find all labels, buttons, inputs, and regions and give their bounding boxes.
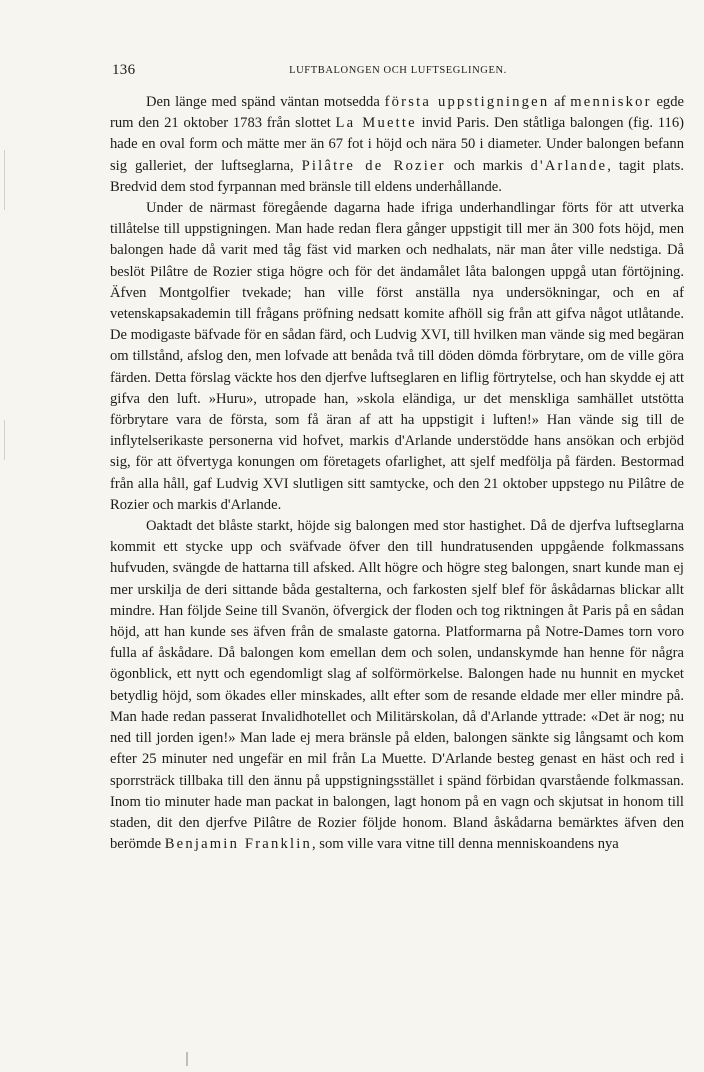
- text-run: , tagit plats. Bredvid dem stod fyrpannan med bränsle till eldens underhållande.: [110, 157, 684, 195]
- paragraph: [110, 198, 684, 516]
- emphasized-name: La Muette: [335, 115, 417, 132]
- text-run: Oaktadt det blåste starkt, höjde sig balongen med stor hastighet. Då de djerfva luftseglarna kommit ett stycke upp och sväfvade öfver den till hundratusenden uppgående folkmassans hufvuden, svängde de hattarna till afsked. Allt högre och högre steg balongen, snart kunde man ej mer urskilja de deri sittande båda gestalterna, och farkosten sjelf blef för åskådarnas blickar allt mindre. Han följde Seine till Svanön, öfvergick der floden och tog riktningen åt Paris på en sådan höjd, att han kunde ses äfven från de smalaste gatorna. Platformarna på Notre-Dames torn voro fulla af åskådare. Då balongen kom emellan dem och solen, undanskymde han henne för några ögonblick, ett nytt och egendomligt slag af solförmörkelse. Balongen hade nu hunnit en mycket betydlig höjd, som ökades eller minskades, allt efter som de resande eldade mer eller mindre på. Man hade redan passerat Invalidhotellet och Militärskolan, då d'Arlande yttrade: «Det är nog; nu ned till jorden igen!» Man lade ej mera bränsle på elden, balongen sänkte sig långsamt och kom efter 25 minuter ned ungefär en mil från La Muette. D'Arlande besteg genast en häst och red i sporrsträck tillbaka till den ännu på uppstigningsstället i spänd förbidan qvarstående folkmassan. Inom tio minuter hade man packat in balongen, lagt honom på en vagn och skjutsat in honom till staden, dit den djerfve Pilâtre de Rozier följde honom. Bland åskådarna bemärktes äfven den berömde: [110, 518, 684, 853]
- page-header: [112, 62, 684, 84]
- text-run: af: [549, 94, 571, 110]
- body-text: [110, 92, 684, 855]
- margin-mark: [4, 420, 5, 460]
- text-run: Under de närmast föregående dagarna hade ifriga underhandlingar förts för att utverka tillåtelse till uppstigningen. Man hade redan flera gånger uppstigit till mer än 300 fots höjd, men balongen hade då varit med tåg fäst vid marken och nedhalats, när man åter ville nedstiga. Då beslöt Pilâtre de Rozier stiga högre och för det ändamålet låta balongen uppgå utan förtöjning. Äfven Montgolfier tvekade; han ville först anställa nya undersökningar, och en af vetenskapsakademin till frågans pröfning nedsatt komite afhöll sig från att gifva något utlåtande. De modigaste bäfvade för en sådan färd, och Ludvig XVI, till hvilken man vände sig med begäran om tillstånd, afslog den, men lofvade att benåda två till döden dömda förbrytare, om de ville göra färden. Detta förslag väckte hos den djerfve luftseglaren en liflig förtrytelse, och han skydde ej att gifva den luft. »Huru», utropade han, »skola eländiga, ur det menskliga samhället utstötta förbrytare vara de första, som få äran af att ha uppstigit i luften!» Han vände sig till de inflytelserikaste personerna vid hofvet, markis d'Arlande understödde hans ansökan och erbjöd sig, för att öfvertyga konungen om företagets ofarlighet, att sjelf medfölja på färden. Bestormad från alla håll, gaf Ludvig XVI slutligen sitt samtycke, och den 21 oktober uppstego nu Pilâtre de Rozier och markis d'Arlande.: [110, 200, 684, 513]
- paragraph: [110, 516, 684, 855]
- emphasized-name: Benjamin Franklin: [164, 836, 312, 853]
- page-blemish: [186, 1052, 188, 1066]
- emphasized-name: menniskor: [570, 94, 652, 110]
- margin-mark: [4, 150, 5, 210]
- running-title: LUFTBALONGEN OCH LUFTSEGLINGEN.: [289, 65, 507, 76]
- emphasized-name: Pilâtre de Rozier: [301, 157, 446, 174]
- text-run: Den länge med spänd väntan motsedda: [146, 94, 385, 110]
- emphasized-name: första uppstigningen: [384, 94, 550, 110]
- text-run: egde rum den 21 oktober 1783 från slottet: [110, 94, 685, 132]
- text-run: och markis: [445, 157, 531, 174]
- emphasized-name: d'Arlande: [530, 157, 608, 174]
- text-run: invid Paris. Den ståtliga balongen (fig. 116) hade en oval form och mätte mer än 67 fot i höjd och nära 50 i diameter. Under balongen befann sig galleriet, der luftseglarna,: [110, 115, 684, 174]
- text-run: , som ville vara vitne till denna menniskoandens nya: [311, 836, 619, 853]
- page-number: 136: [112, 62, 136, 78]
- paragraph: [110, 92, 684, 198]
